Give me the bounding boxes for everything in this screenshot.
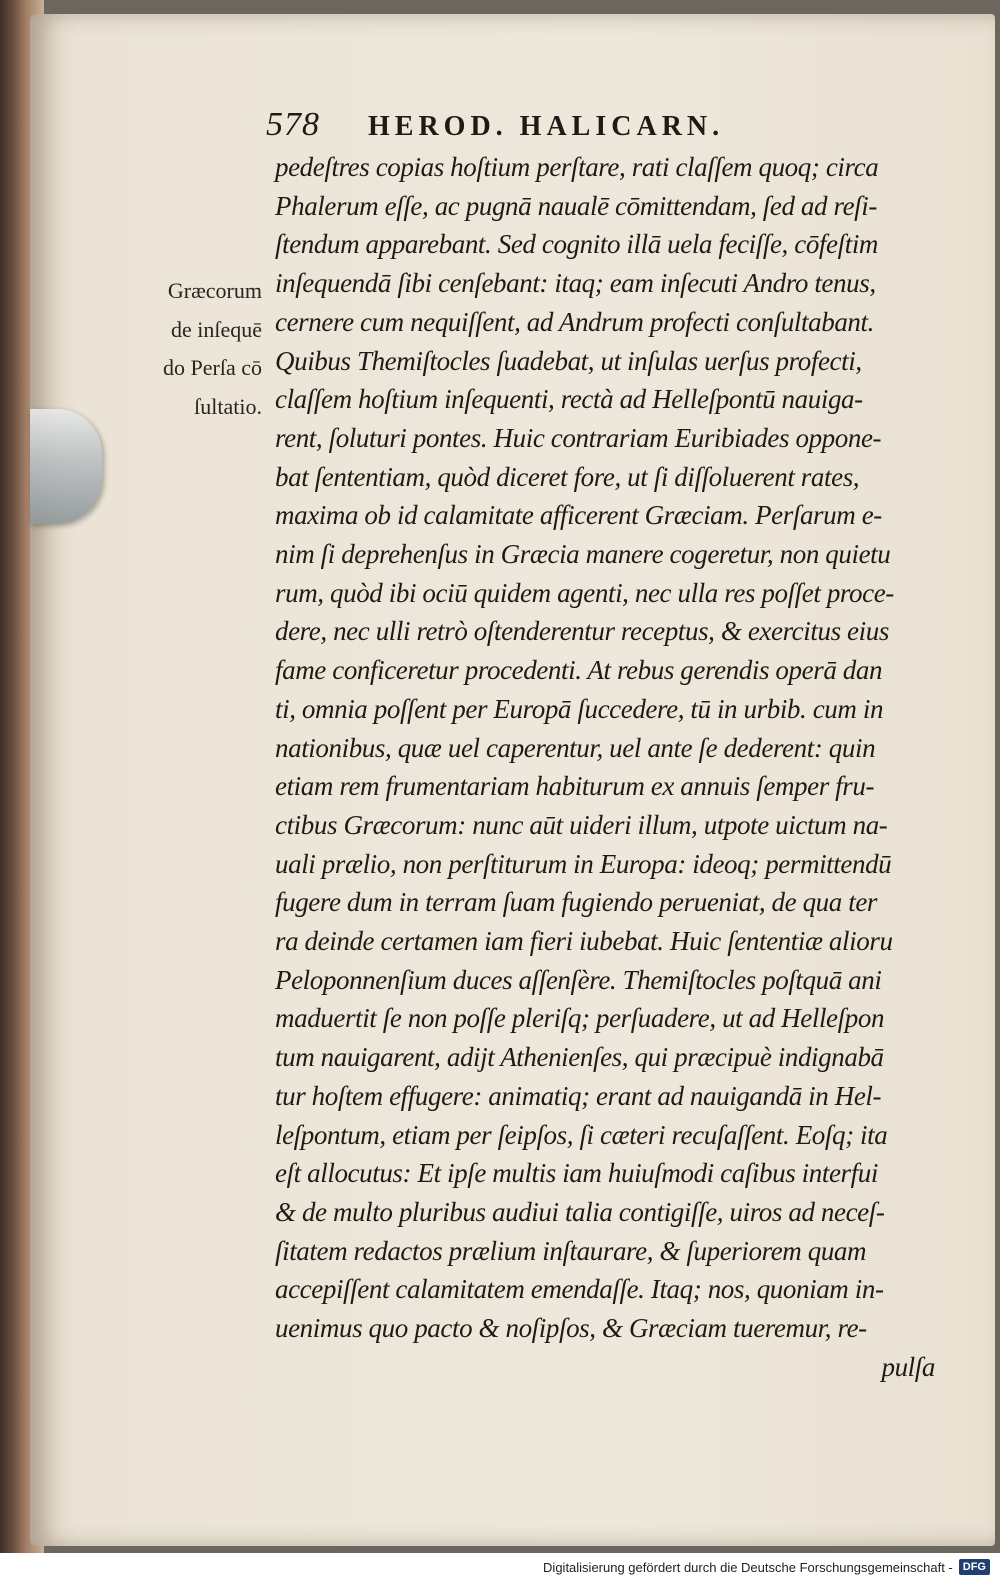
margin-note-line: Græcorum (167, 278, 262, 303)
text-line: maxima ob id calamitate afficerent Græciam. Perſarum e- (275, 500, 882, 531)
text-line: ſtendum apparebant. Sed cognito illā uela feciſſe, cōfeſtim (275, 229, 879, 260)
text-line: tur hoſtem effugere: animatiq; erant ad nauigandā in Hel- (275, 1080, 882, 1111)
text-line: ſitatem redactos prælium inſtaurare, & ſuperiorem quam (275, 1235, 867, 1266)
text-line: maduertit ſe non poſſe pleriſq; perſuadere, ut ad Helleſpon (275, 1003, 885, 1034)
text-line: ti, omnia poſſent per Europā ſuccedere, tū in urbib. cum in (275, 693, 884, 724)
catchword: pulſa (881, 1351, 935, 1382)
text-line: Quibus Themiſtocles ſuadebat, ut inſulas uerſus profecti, (275, 345, 862, 376)
text-line: inſequendā ſibi cenſebant: itaq; eam inſecuti Andro tenus, (275, 268, 876, 299)
page-number: 578 (266, 106, 320, 143)
text-line: ra deinde certamen iam fieri iubebat. Huic ſententiæ alioru (275, 926, 893, 957)
digitization-footer (0, 1553, 1000, 1581)
text-line: nationibus, quæ uel caperentur, uel ante ſe dederent: quin (275, 732, 876, 763)
text-line: uali prælio, non perſtiturum in Europa: ideoq; permittendū (275, 848, 892, 879)
body-text (275, 148, 935, 1387)
text-line: & de multo pluribus audiui talia contigiſſe, uiros ad neceſ- (275, 1196, 885, 1227)
text-line: nim ſi deprehenſus in Græcia manere cogeretur, non quietu (275, 539, 891, 570)
page-clip (30, 409, 102, 524)
text-line: bat ſententiam, quòd diceret fore, ut ſi diſſoluerent rates, (275, 461, 860, 492)
text-line: cernere cum nequiſſent, ad Andrum profecti conſultabant. (275, 306, 874, 337)
text-line: ctibus Græcorum: nunc aūt uideri illum, utpote uictum na- (275, 809, 888, 840)
margin-note (163, 272, 262, 427)
text-line: etiam rem frumentariam habiturum ex annuis ſemper fru- (275, 771, 875, 802)
margin-note-line: do Perſa cō (163, 355, 262, 381)
margin-note-line: ſultatio. (194, 394, 262, 420)
text-line: fugere dum in terram ſuam fugiendo perueniat, de qua ter (275, 887, 878, 918)
text-line: rent, ſoluturi pontes. Huic contrariam Euribiades oppone- (275, 422, 882, 453)
text-line: tum nauigarent, adijt Athenienſes, qui præcipuè indignabā (275, 1042, 884, 1073)
text-line: rum, quòd ibi ociū quidem agenti, nec ulla res poſſet proce- (275, 577, 894, 608)
footer-text: Digitalisierung gefördert durch die Deutsche Forschungsgemeinschaft - (543, 1559, 953, 1575)
text-line: Peloponnenſium duces aſſenſère. Themiſtocles poſtquā ani (275, 964, 882, 995)
running-head: HEROD. HALICARN. (368, 111, 725, 142)
text-line: Phalerum eſſe, ac pugnā naualē cōmittendam, ſed ad reſi- (275, 190, 877, 221)
text-line: pedeſtres copias hoſtium perſtare, rati claſſem quoq; circa (275, 152, 879, 182)
text-line: accepiſſent calamitatem emendaſſe. Itaq; nos, quoniam in- (275, 1274, 884, 1305)
text-line: dere, nec ulli retrò oſtenderentur receptus, & exercitus eius (275, 616, 889, 647)
margin-note-line: de inſequē (170, 316, 262, 342)
text-line: fame conficeretur procedenti. At rebus gerendis operā dan (275, 655, 883, 686)
text-line: leſpontum, etiam per ſeipſos, ſi cæteri recuſaſſent. Eoſq; ita (275, 1119, 888, 1150)
text-line: claſſem hoſtium inſequenti, rectà ad Helleſpontū nauiga- (275, 384, 863, 415)
page-header (266, 106, 826, 144)
text-line: eſt allocutus: Et ipſe multis iam huiuſmodi caſibus interfui (275, 1158, 878, 1189)
text-line: uenimus quo pacto & noſipſos, & Græciam tueremur, re- (275, 1313, 867, 1344)
dfg-logo: DFG (959, 1559, 990, 1575)
